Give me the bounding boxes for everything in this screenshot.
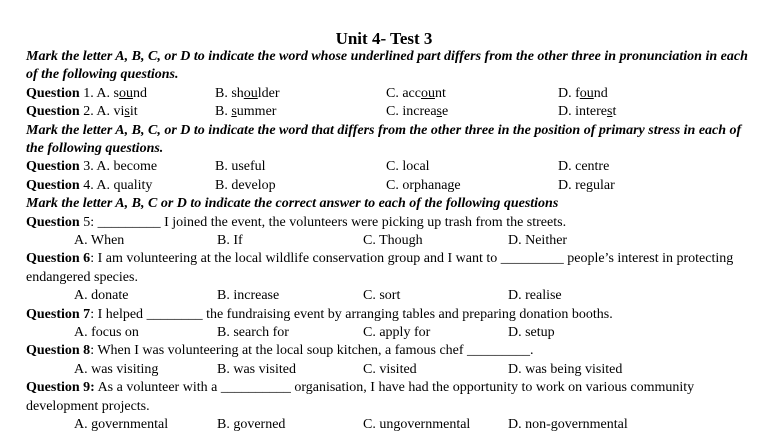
option-d: D. found bbox=[558, 85, 608, 101]
option-d: D. non-governmental bbox=[508, 417, 628, 432]
option-c: C. orphanage bbox=[386, 177, 461, 193]
option-d: D. regular bbox=[558, 177, 615, 193]
question-label: Question bbox=[26, 85, 80, 101]
option-d: D. was being visited bbox=[508, 361, 623, 377]
question-5-stem: Question 5: _________ I joined the event, the volunteers were picking up trash from the streets. bbox=[26, 214, 567, 230]
option-a: A. donate bbox=[74, 288, 129, 304]
question-8-stem: Question 8: When I was volunteering at the local soup kitchen, a famous chef _________. bbox=[26, 343, 534, 359]
option-a: A. focus on bbox=[74, 325, 139, 340]
question-6-stem: Question 6: I am volunteering at the local wildlife conservation group and I want to _________ people’s interest in protecting endangered species. bbox=[26, 251, 734, 285]
worksheet-body bbox=[26, 48, 756, 434]
option-c: C. Though bbox=[363, 233, 423, 248]
instruction-pronunciation: Mark the letter A, B, C, or D to indicate the word whose underlined part differs from the other three in pronunciation in each of the following questions. bbox=[26, 49, 748, 83]
option-c: C. ungovernmental bbox=[363, 417, 471, 432]
instruction-answers: Mark the letter A, B, C or D to indicate the correct answer to each of the following questions bbox=[26, 196, 559, 212]
question-3: Question 3. A. become B. useful C. local D. centre bbox=[26, 158, 756, 176]
option-b: B. summer bbox=[215, 104, 277, 120]
answer-blank: _________ bbox=[467, 343, 531, 359]
option-b: B. develop bbox=[215, 177, 276, 193]
option-d: D. Neither bbox=[508, 233, 568, 248]
option-c: C. apply for bbox=[363, 325, 431, 340]
question-6-options bbox=[26, 287, 756, 305]
answer-blank: _________ bbox=[97, 214, 161, 230]
option-c: C. visited bbox=[363, 361, 417, 377]
option-c: C. sort bbox=[363, 288, 401, 304]
question-9-options bbox=[26, 416, 756, 434]
option-a: A. When bbox=[74, 233, 125, 248]
option-a: A. was visiting bbox=[74, 361, 159, 377]
question-1: Question 1. A. sound B. shoulder C. account D. found bbox=[26, 85, 756, 103]
question-7-options bbox=[26, 324, 756, 342]
option-b: B. search for bbox=[217, 325, 289, 340]
answer-blank: __________ bbox=[220, 380, 291, 396]
option-c: C. increase bbox=[386, 104, 449, 120]
instruction-stress: Mark the letter A, B, C, or D to indicate the word that differs from the other three in the position of primary stress in each of the following questions. bbox=[26, 122, 742, 156]
option-b: B. useful bbox=[215, 159, 266, 175]
option-b: B. governed bbox=[217, 417, 286, 432]
question-label: Question bbox=[26, 177, 80, 193]
option-c: C. account bbox=[386, 85, 446, 101]
option-d: D. centre bbox=[558, 159, 610, 175]
option-c: C. local bbox=[386, 159, 430, 175]
option-b: B. increase bbox=[217, 288, 280, 304]
question-label: Question bbox=[26, 104, 80, 120]
option-d: D. realise bbox=[508, 288, 562, 304]
question-5-options bbox=[26, 232, 756, 250]
option-d: D. interest bbox=[558, 104, 617, 120]
question-4: Question 4. A. quality B. develop C. orphanage D. regular bbox=[26, 177, 756, 195]
option-b: B. was visited bbox=[217, 361, 296, 377]
question-8-options bbox=[26, 361, 756, 379]
question-9-stem: Question 9: As a volunteer with a __________ organisation, I have had the opportunity to work on various community development projects. bbox=[26, 380, 695, 414]
option-b: B. If bbox=[217, 233, 243, 248]
page-title: Unit 4- Test 3 bbox=[335, 29, 433, 48]
answer-blank: _________ bbox=[500, 251, 564, 267]
option-b: B. shoulder bbox=[215, 85, 280, 101]
answer-blank: ________ bbox=[146, 306, 203, 322]
question-label: Question bbox=[26, 159, 80, 175]
option-d: D. setup bbox=[508, 325, 555, 340]
question-2: Question 2. A. visit B. summer C. increase D. interest bbox=[26, 103, 756, 121]
question-7-stem: Question 7: I helped ________ the fundraising event by arranging tables and preparing donation booths. bbox=[26, 306, 613, 322]
option-a: A. governmental bbox=[74, 417, 169, 432]
